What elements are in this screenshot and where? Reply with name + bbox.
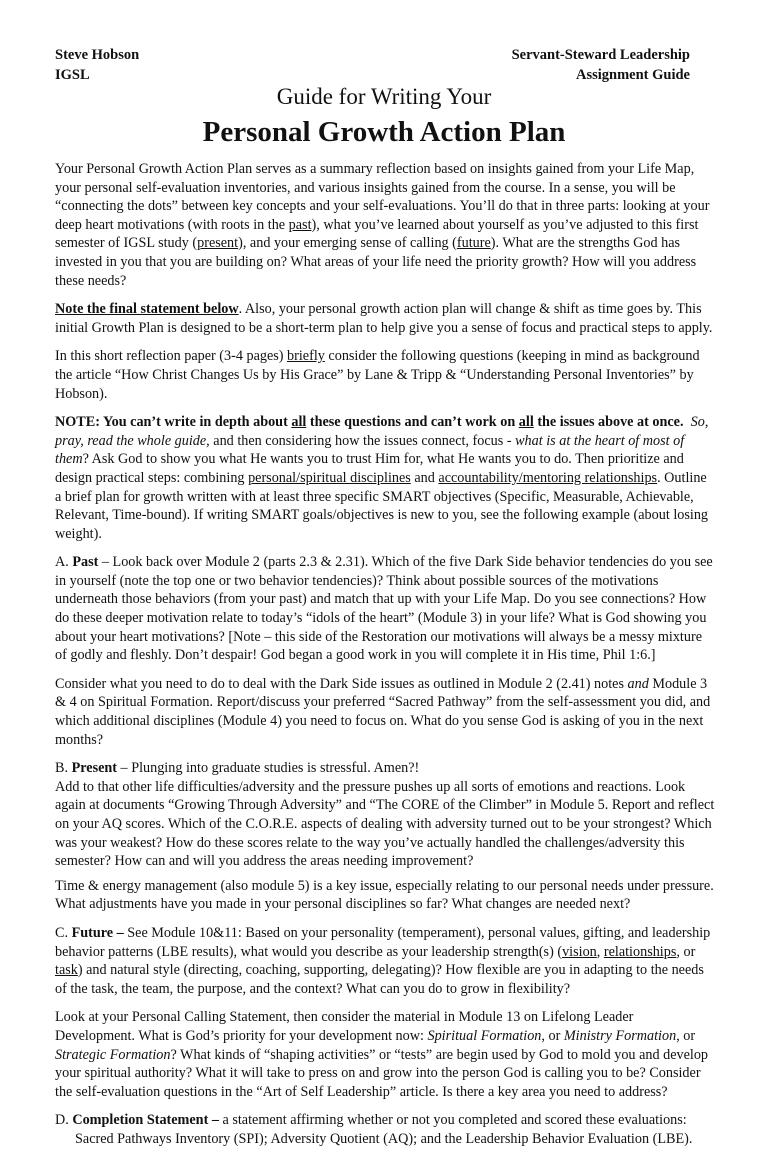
italic-run: Ministry Formation xyxy=(563,1027,677,1044)
header-left xyxy=(55,45,139,85)
italic-run: So, pray, read the whole guide, xyxy=(55,414,709,449)
section-a-title: Past xyxy=(72,554,99,571)
text-run: ) and natural style (directing, coaching, supporting, delegating)? How flexible are you in adapting to the needs of the task, the team, the purpose, and the context? What can you do to grow in flexibility? xyxy=(55,962,704,997)
italic-run: Strategic Formation xyxy=(55,1046,171,1063)
text-run: NOTE: You can’t write in depth about xyxy=(55,414,292,431)
text-run: ? What kinds of “shaping activities” or “tests” are begin used by God to mold you and develop your spiritual authority? What it will take to press on and grow into the person God is calling you to be? Consider the self-evaluation questions in the “Art of Self Leadership” article. Is there a key area you need to address? xyxy=(55,1046,709,1100)
section-b-paragraph xyxy=(55,759,715,871)
document-type: Assignment Guide xyxy=(575,67,690,83)
final-statement-paragraph xyxy=(55,300,715,337)
text-run: , or xyxy=(676,1027,696,1044)
text-run: ), what you’ve learned about yourself as you’ve adjusted to this first semester of IGSL study ( xyxy=(55,216,699,252)
section-c-paragraph xyxy=(55,924,715,998)
text-run: – Plunging into graduate studies is stressful. Amen?! xyxy=(117,760,420,777)
text-run: . Outline a brief plan for growth written with at least three specific SMART objectives (Specific, Measurable, Achievable, Relevant, Time-bound). If writing SMART goals/objectives is new to you, see the following example (about losing weight). xyxy=(55,469,709,542)
section-label: C. xyxy=(55,924,72,941)
text-run: – Look back over Module 2 (parts 2.3 & 2.31). Which of the five Dark Side behavior tendencies do you see in yourself (note the top one or two behavior tendencies)? Think about possible sources of the motivations underneath those behaviors (from your past) and match that up with your Life Map. Do you see connections? How do these deeper motivation relate to today’s “idols of the heart” (Module 3) in your life? What is God showing you about your heart motivations? [Note – this side of the Restoration our motivations will always be a messy mixture of godly and fleshly. Don’t despair! God began a good work in you will complete it in His time, Phil 1:6.] xyxy=(55,554,713,664)
section-a-followup xyxy=(55,675,715,749)
text-run: a statement affirming whether or not you completed and scored these evaluations: xyxy=(218,1112,687,1129)
section-d-paragraph xyxy=(55,1111,715,1148)
text-run: Your Personal Growth Action Plan serves as a summary reflection based on insights gained from your Life Map, your personal self-evaluation inventories, and various insights gained from the course. In a sense, you will be “connecting the dots” between key concepts and your self-evaluations. You’ll do that in three parts: looking at your deep heart motivations (with roots in the xyxy=(55,161,710,233)
document-body xyxy=(55,160,715,1155)
text-run: , or xyxy=(541,1027,564,1044)
text-run: these questions and can’t work on xyxy=(306,414,519,431)
text-run: See Module 10&11: Based on your personality (temperament), personal values, gifting, and leadership behavior patterns (LBE results), what would you describe as your leadership strength(s) ( xyxy=(55,924,711,960)
underlined-future: future xyxy=(456,235,491,252)
section-c-title: Future – xyxy=(71,924,124,941)
text-run: ). What are the strengths God has invested in you that you are building on? What areas of your life need the priority growth? How will you address these needs? xyxy=(55,235,697,289)
evaluation-list: Sacred Pathways Inventory (SPI); Adversity Quotient (AQ); and the Leadership Behavior Evaluation (LBE). xyxy=(75,1130,693,1147)
author-name: Steve Hobson xyxy=(55,47,140,63)
text-run: and xyxy=(410,469,439,486)
text-run: and then considering how the issues connect, focus - xyxy=(209,432,516,449)
text-run: In this short reflection paper (3-4 pages) xyxy=(55,348,288,365)
intro-paragraph xyxy=(55,160,715,290)
text-run: . Also, your personal growth action plan will change & shift as time goes by. This initial Growth Plan is designed to be a short-term plan to help give you a sense of focus and practical steps to apply. xyxy=(55,301,713,336)
italic-run: and xyxy=(627,675,649,692)
underlined-disciplines: personal/spiritual disciplines xyxy=(248,469,411,486)
section-b-followup: Time & energy management (also module 5) is a key issue, especially relating to our personal needs under pressure. What adjustments have you made in your personal disciplines so far? What changes are needed next? xyxy=(55,877,714,913)
title-line-1: Guide for Writing Your xyxy=(276,84,492,109)
underlined-briefly: briefly xyxy=(287,348,325,365)
section-label: B. xyxy=(55,760,72,777)
text-run: Add to that other life difficulties/adversity and the pressure pushes up all sorts of emotions and reactions. Look again at documents “Growing Through Adversity” and “The CORE of the Climber” in Module 5. Report and reflect on your AQ scores. Which of the C.O.R.E. aspects of dealing with adversity turned out to be your strongest? Which was your weakest? How do these scores relate to the way you’ve actually handled the challenges/adversity this semester? How can and will you address the areas needing improvement? xyxy=(55,778,715,870)
text-run: the issues above at once. xyxy=(533,414,684,431)
text-run: ), and your emerging sense of calling ( xyxy=(238,235,457,252)
final-statement-note: Note the final statement below xyxy=(55,301,239,318)
italic-run: what is at the heart of most of them xyxy=(55,432,685,468)
text-run: Look at your Personal Calling Statement, then consider the material in Module 13 on Lifelong Leader Development. What is God’s priority for your development now: xyxy=(55,1009,634,1044)
italic-run: Spiritual Formation xyxy=(427,1027,542,1044)
underlined-relationships: relationships xyxy=(603,943,677,960)
header-right xyxy=(512,45,690,85)
organization: IGSL xyxy=(55,67,90,83)
text-run: , or xyxy=(676,943,696,960)
text-run: ? Ask God to show you what He wants you to trust Him for, what He wants you to do. Then prioritize and design practical steps: combining xyxy=(55,451,684,486)
page-title: Personal Growth Action Plan xyxy=(202,116,566,148)
text-run: , xyxy=(596,943,604,960)
section-label: D. xyxy=(55,1112,73,1129)
underlined-vision: vision xyxy=(562,943,597,960)
underlined-past: past xyxy=(288,216,312,233)
text-run: Module 3 & 4 on Spiritual Formation. Report/discuss your preferred “Sacred Pathway” from the self-assessment you did, and which additional disciplines (Module 4) you need to focus on. What do you sense God is asking of you in the next months? xyxy=(55,675,711,748)
section-b-title: Present xyxy=(71,760,117,777)
note-paragraph xyxy=(55,413,715,543)
text-run: Consider what you need to do to deal with the Dark Side issues as outlined in Module 2 (2.41) notes xyxy=(55,675,628,692)
section-a-paragraph xyxy=(55,553,715,665)
underlined-accountability: accountability/mentoring relationships xyxy=(438,469,658,486)
underlined-present: present xyxy=(197,235,239,252)
underlined-all: all xyxy=(291,414,307,431)
course-name: Servant-Steward Leadership xyxy=(511,47,690,63)
underlined-all: all xyxy=(518,414,534,431)
section-d-title: Completion Statement – xyxy=(72,1112,219,1129)
section-label: A. xyxy=(55,554,73,571)
reflection-paper-paragraph xyxy=(55,347,715,403)
underlined-task: task xyxy=(55,962,78,979)
section-c-followup xyxy=(55,1008,715,1101)
text-run: consider the following questions (keeping in mind as background the article “How Christ Changes Us by His Grace” by Lane & Tripp & “Understanding Personal Inventories” by Hobson). xyxy=(55,348,700,402)
